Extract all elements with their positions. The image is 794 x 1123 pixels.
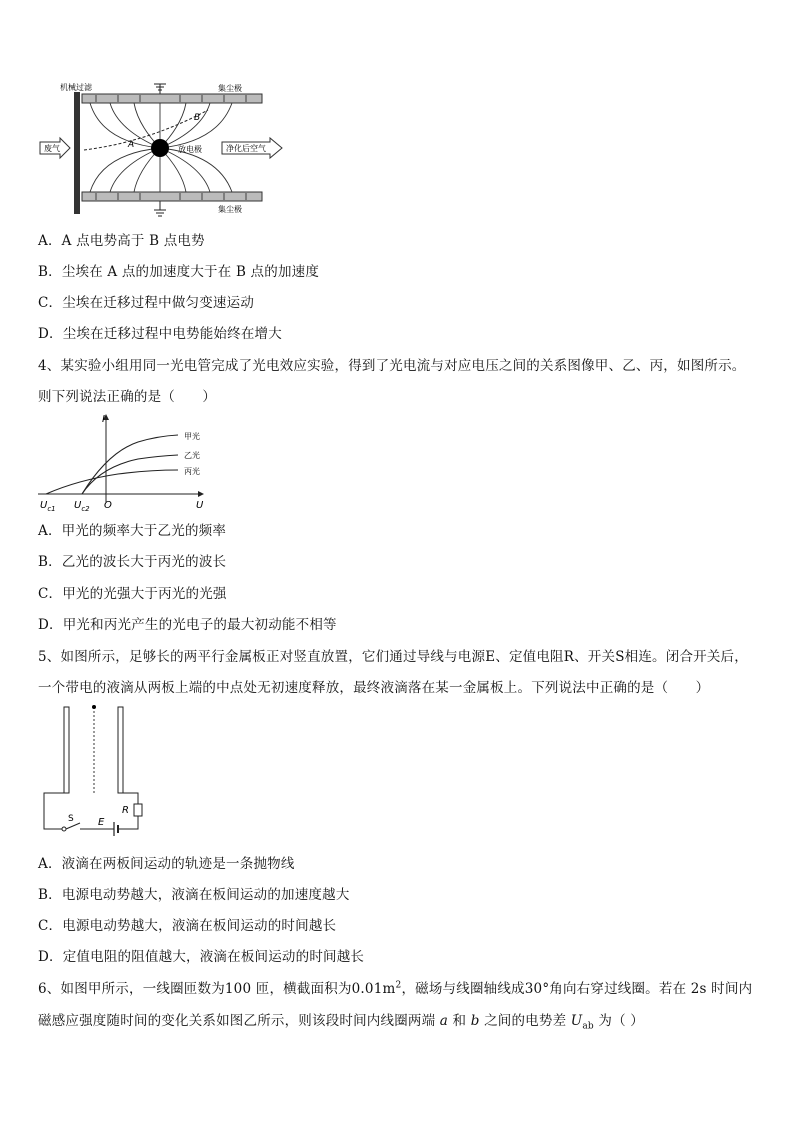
photoelectric-iv-graph [38, 412, 213, 512]
q5-stem-line2: 一个带电的液滴从两板上端的中点处无初速度释放，最终液滴落在某一金属板上。下列说法中正确的是（ ） [38, 680, 710, 696]
point-a-label: A [128, 140, 135, 150]
filter-label: 机械过滤 [60, 83, 92, 92]
inlet-arrow [40, 138, 70, 158]
curve-yi [82, 455, 178, 494]
ground-icon [154, 200, 166, 216]
curve-jia [82, 435, 178, 494]
bottom-plate-label: 集尘极 [218, 205, 242, 214]
q3-option-c: C．尘埃在迁移过程中做匀变速运动 [38, 295, 255, 311]
x-axis-label: U [196, 500, 204, 511]
q4-option-a: A．甲光的频率大于乙光的频率 [38, 523, 227, 539]
origin-label: O [104, 500, 112, 511]
curve-bing-label: 丙光 [184, 467, 200, 476]
left-metal-plate [64, 707, 69, 793]
point-b-label: B [194, 113, 201, 123]
svg-text:净化后空气: 净化后空气 [226, 144, 266, 153]
q4-option-b: B．乙光的波长大于丙光的波长 [38, 554, 227, 570]
curve-yi-label: 乙光 [184, 451, 200, 460]
source-label: E [98, 817, 105, 828]
curve-jia-label: 甲光 [184, 432, 200, 441]
q3-option-b: B．尘埃在 A 点的加速度大于在 B 点的加速度 [38, 264, 320, 280]
uc2-label: $U_{c2}$ [74, 500, 90, 513]
q4-option-d: D．甲光和丙光产生的光电子的最大初动能不相等 [38, 617, 337, 633]
q6-stem-line1: 6、如图甲所示，一线圈匝数为100 匝，横截面积为$0.01m^2$，磁场与线圈轴线成30°角向右穿过线圈。若在 2s 时间内 [38, 980, 753, 997]
q3-option-d: D．尘埃在迁移过程中电势能始终在增大 [38, 326, 282, 342]
resistor-r [134, 804, 142, 816]
q4-option-c: C．甲光的光强大于丙光的光强 [38, 586, 227, 602]
q6-stem-line2: 磁感应强度随时间的变化关系如图乙所示，则该段时间内线圈两端 a 和 b 之间的电势差 $U_{ab}$ 为（ ） [38, 1013, 644, 1032]
bottom-collector-plate [82, 192, 262, 201]
q5-stem-line1: 5、如图所示，足够长的两平行金属板正对竖直放置，它们通过导线与电源E、定值电阻R、开关S相连。闭合开关后， [38, 649, 748, 665]
y-axis-label: I [102, 414, 105, 425]
right-metal-plate [118, 707, 123, 793]
electrode-label: 放电极 [178, 145, 202, 154]
resistor-label: R [122, 805, 129, 816]
q3-option-a: A．A 点电势高于 B 点电势 [38, 233, 205, 249]
discharge-electrode [151, 139, 169, 157]
dust-trajectory [84, 110, 208, 150]
q5-option-c: C．电源电动势越大，液滴在板间运动的时间越长 [38, 918, 337, 934]
top-plate-label: 集尘极 [218, 84, 242, 93]
curve-bing [46, 470, 178, 494]
q5-option-b: B．电源电动势越大，液滴在板间运动的加速度越大 [38, 887, 350, 903]
capacitor-circuit-figure [38, 703, 148, 838]
uc1-label: $U_{c1}$ [40, 500, 56, 513]
switch-label: S [68, 814, 74, 824]
mechanical-filter [74, 92, 80, 214]
svg-text:废气: 废气 [44, 144, 60, 153]
q5-option-d: D．定值电阻的阻值越大，液滴在板间运动的时间越长 [38, 949, 365, 965]
top-collector-plate [82, 94, 262, 103]
q4-stem-line2: 则下列说法正确的是（ ） [38, 389, 217, 405]
q4-stem-line1: 4、某实验小组用同一光电管完成了光电效应实验，得到了光电流与对应电压之间的关系图像甲、乙、丙，如图所示。 [38, 358, 746, 374]
q5-option-a: A．液滴在两板间运动的轨迹是一条抛物线 [38, 856, 295, 872]
droplet [92, 705, 96, 709]
precipitator-figure [38, 80, 288, 218]
outlet-arrow [222, 138, 282, 158]
ground-icon [154, 84, 166, 94]
